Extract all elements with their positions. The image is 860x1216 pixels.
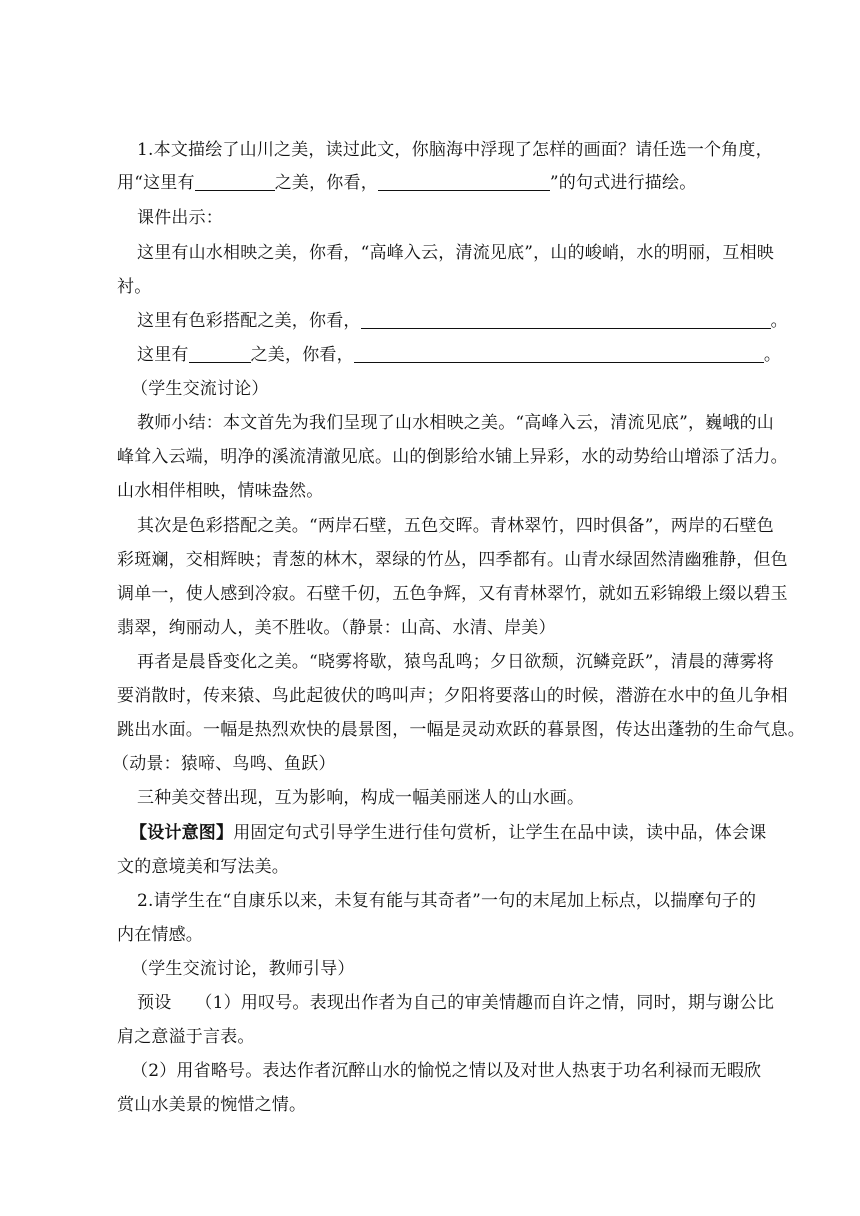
design-intent-line-2: 文的意境美和写法美。 <box>117 857 289 877</box>
fill-in-line-2 <box>137 341 781 369</box>
color-paragraph-line-4: 翡翠，绚丽动人，美不胜收。（静景：山高、水清、岸美） <box>117 618 556 638</box>
change-paragraph-line-4: （动景：猿啼、鸟鸣、鱼跃） <box>112 754 336 774</box>
fill-in-middle: 之美，你看， <box>250 345 354 365</box>
preset-item-1: （1）用叹号。表现出作者为自己的审美情趣而自许之情，同时，期与谢公比 <box>195 993 775 1013</box>
fill-in-end: 。 <box>770 311 788 331</box>
answer-blank <box>378 172 550 191</box>
student-discussion-guided-note: （学生交流讨论，教师引导） <box>131 959 355 979</box>
question-1-line-2 <box>117 169 696 197</box>
question-2-line-1: 2.请学生在“自康乐以来，未复有能与其奇者”一句的末尾加上标点，以揣摩句子的 <box>137 891 757 911</box>
answer-blank <box>354 344 764 363</box>
color-paragraph-line-1: 其次是色彩搭配之美。“两岸石壁，五色交晖。青林翠竹，四时俱备”，两岸的石壁色 <box>137 516 774 536</box>
design-intent-line-1 <box>130 819 766 847</box>
question-1-suffix: ”的句式进行描绘。 <box>549 173 697 193</box>
change-paragraph-line-1: 再者是晨昏变化之美。“晓雾将歇，猿鸟乱鸣；夕日欲颓，沉鳞竞跃”，清晨的薄雾将 <box>137 652 774 672</box>
preset-label: 预设 <box>137 993 172 1013</box>
answer-blank <box>189 344 251 363</box>
example-line-1: 这里有山水相映之美，你看，“高峰入云，清流见底”，山的峻峭，水的明丽，互相映 <box>137 243 774 263</box>
fill-in-end: 。 <box>763 345 782 365</box>
fill-in-prompt: 这里有色彩搭配之美，你看， <box>137 311 361 331</box>
summary-line-1: 教师小结：本文首先为我们呈现了山水相映之美。“高峰入云，清流见底”，巍峨的山 <box>137 413 774 433</box>
courseware-label: 课件出示： <box>137 208 223 228</box>
design-intent-text: 用固定句式引导学生进行佳句赏析，让学生在品中读，读中品，体会课 <box>233 823 767 843</box>
preset-line-1 <box>137 989 774 1017</box>
question-1-middle: 之美，你看， <box>274 173 378 193</box>
question-2-line-2: 内在情感。 <box>117 925 203 945</box>
answer-blank <box>195 172 275 191</box>
preset-item-2-line-1: （2）用省略号。表达作者沉醉山水的愉悦之情以及对世人热衷于功名利禄而无暇欣 <box>131 1061 762 1081</box>
color-paragraph-line-3: 调单一，使人感到冷寂。石壁千仞，五色争辉，又有青林翠竹，就如五彩锦缎上缀以碧玉 <box>117 584 788 604</box>
summary-line-3: 山水相伴相映，情味盎然。 <box>117 481 324 501</box>
change-paragraph-line-2: 要消散时，传来猿、鸟此起彼伏的鸣叫声；夕阳将要落山的时候，潜游在水中的鱼儿争相 <box>117 686 788 706</box>
question-1-line-1: 1.本文描绘了山川之美，读过此文，你脑海中浮现了怎样的画面？请任选一个角度， <box>137 140 773 160</box>
question-1-prefix: 用“这里有 <box>117 173 195 193</box>
fill-in-prefix: 这里有 <box>137 345 189 365</box>
color-paragraph-line-2: 彩斑斓，交相辉映；青葱的林木，翠绿的竹丛，四季都有。山青水绿固然清幽雅静，但色 <box>117 550 788 570</box>
student-discussion-note: （学生交流讨论） <box>131 379 269 399</box>
answer-blank <box>361 310 771 329</box>
preset-line-2: 肩之意溢于言表。 <box>117 1027 255 1047</box>
example-line-2: 衬。 <box>117 277 152 297</box>
three-beauties-sentence: 三种美交替出现，互为影响，构成一幅美丽迷人的山水画。 <box>137 788 585 808</box>
summary-line-2: 峰耸入云端，明净的溪流清澈见底。山的倒影给水铺上异彩，水的动势给山增添了活力。 <box>117 447 788 467</box>
preset-item-2-line-2: 赏山水美景的惋惜之情。 <box>117 1095 307 1115</box>
fill-in-line-1 <box>137 307 788 335</box>
change-paragraph-line-3: 跳出水面。一幅是热烈欢快的晨景图，一幅是灵动欢跃的暮景图，传达出蓬勃的生命气息。 <box>117 720 805 740</box>
design-intent-label: 【设计意图】 <box>130 823 234 843</box>
